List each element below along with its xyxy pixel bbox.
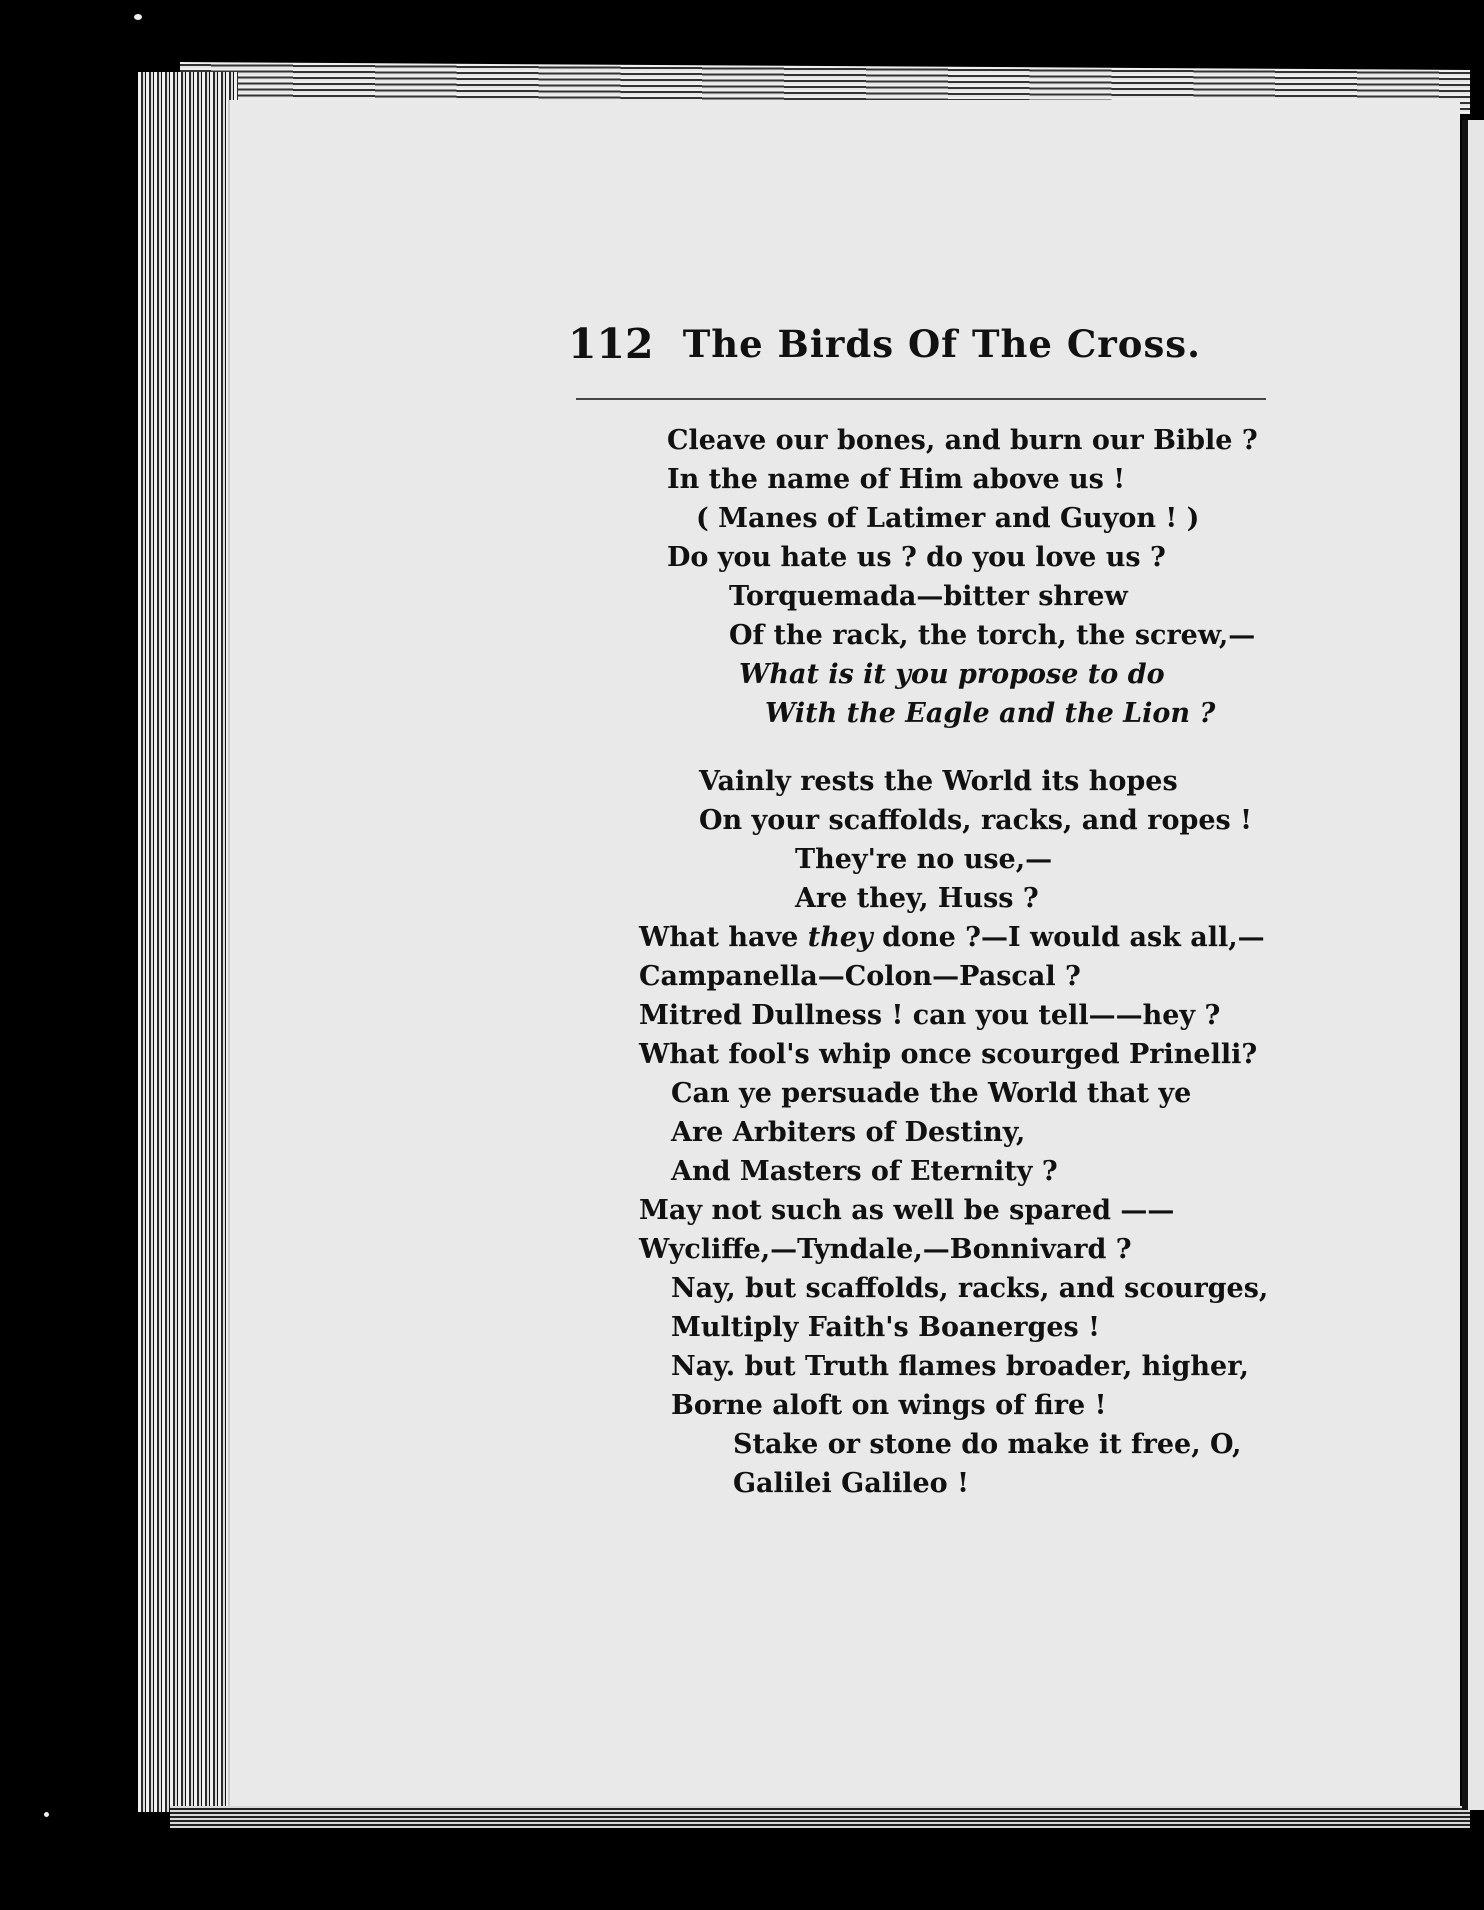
poem-line: May not such as well be spared ——	[639, 1195, 1175, 1226]
poem-line: Stake or stone do make it free, O,	[733, 1429, 1242, 1460]
header-rule	[576, 398, 1266, 400]
poem-line: ( Manes of Latimer and Guyon ! )	[696, 503, 1200, 534]
poem-line: Nay, but scaffolds, racks, and scourges,	[671, 1273, 1269, 1304]
poem-line: And Masters of Eternity ?	[671, 1156, 1058, 1187]
scan-speck	[134, 14, 142, 20]
page-edges-bottom	[170, 1806, 1470, 1828]
scan-speck	[44, 1812, 49, 1817]
poem-line-part: What have	[639, 922, 808, 953]
poem-line: On your scaffolds, racks, and ropes !	[699, 805, 1252, 836]
running-title: The Birds Of The Cross.	[682, 322, 1201, 366]
poem-line: Galilei Galileo !	[733, 1468, 969, 1499]
poem-line-part: done ?—I would ask all,—	[872, 922, 1265, 953]
poem-line: Are Arbiters of Destiny,	[671, 1117, 1026, 1148]
facing-page-edge	[1462, 120, 1484, 1810]
poem-line: What fool's whip once scourged Prinelli?	[639, 1039, 1258, 1070]
poem-line: Cleave our bones, and burn our Bible ?	[667, 425, 1258, 456]
poem-line: Campanella—Colon—Pascal ?	[639, 961, 1081, 992]
page-header	[568, 320, 1268, 380]
poem-line: In the name of Him above us !	[667, 464, 1126, 495]
page-edges-left	[138, 72, 238, 1812]
poem-line: Can ye persuade the World that ye	[671, 1078, 1192, 1109]
poem-line: Multiply Faith's Boanerges !	[671, 1312, 1101, 1343]
poem-line: Nay. but Truth flames broader, higher,	[671, 1351, 1249, 1382]
poem-line-emphasis: they	[807, 922, 873, 953]
poem-line: Mitred Dullness ! can you tell——hey ?	[639, 1000, 1221, 1031]
poem-line: With the Eagle and the Lion ?	[765, 698, 1216, 729]
poem-line: Do you hate us ? do you love us ?	[667, 542, 1166, 573]
poem-line: What is it you propose to do	[739, 659, 1165, 690]
page-number: 112	[568, 320, 654, 368]
poem-line: Of the rack, the torch, the screw,—	[729, 620, 1256, 651]
poem-line: They're no use,—	[795, 844, 1053, 875]
poem-line: Are they, Huss ?	[795, 883, 1039, 914]
poem-line: Vainly rests the World its hopes	[699, 766, 1178, 797]
poem-line: Borne aloft on wings of fire !	[671, 1390, 1107, 1421]
poem-line: Torquemada—bitter shrew	[729, 581, 1128, 612]
poem-line: Wycliffe,—Tyndale,—Bonnivard ?	[639, 1234, 1132, 1265]
